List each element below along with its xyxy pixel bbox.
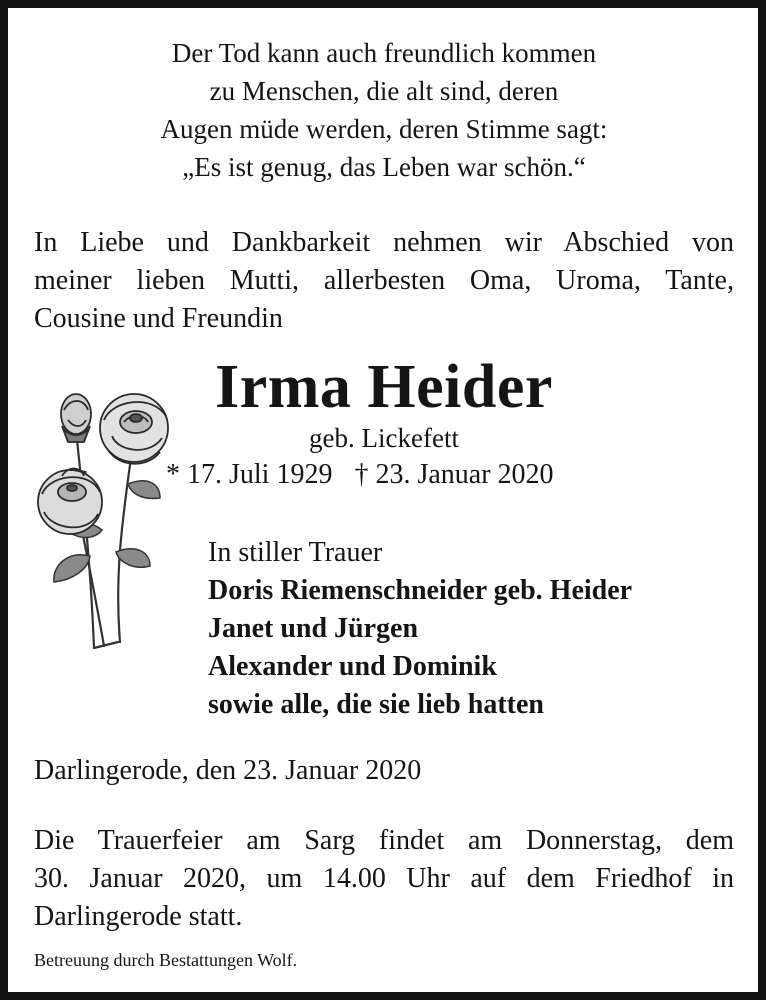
farewell-intro (34, 224, 734, 338)
funeral-line: 30. Januar 2020, um 14.00 Uhr auf dem Friedhof in (34, 863, 734, 894)
funeral-line: Die Trauerfeier am Sarg findet am Donnerstag, dem (34, 825, 734, 856)
poem-line: Augen müde werden, deren Stimme sagt: (160, 114, 608, 144)
intro-line: meiner lieben Mutti, allerbesten Oma, Uroma, Tante, (34, 265, 734, 296)
poem-line: Der Tod kann auch freundlich kommen (171, 38, 597, 68)
place-and-date: Darlingerode, den 23. Januar 2020 (34, 755, 422, 786)
poem-line: zu Menschen, die alt sind, deren (209, 76, 559, 106)
mourning-heading: In stiller Trauer (208, 537, 383, 568)
death-date: † 23. Januar 2020 (354, 459, 554, 490)
mourner-name: Doris Riemenschneider geb. Heider (208, 575, 633, 606)
poem (34, 34, 734, 186)
intro-line: Cousine und Freundin (34, 303, 283, 334)
mourner-name: sowie alle, die sie lieb hatten (208, 689, 544, 720)
funeral-service-note: Betreuung durch Bestattungen Wolf. (34, 950, 298, 970)
mourners-block (208, 534, 632, 724)
funeral-details (34, 822, 734, 936)
poem-line: „Es ist genug, das Leben war schön.“ (182, 152, 586, 182)
birth-name: geb. Lickefett (309, 423, 459, 453)
roses-icon (32, 380, 182, 652)
intro-line: In Liebe und Dankbarkeit nehmen wir Abschied von (34, 227, 734, 258)
life-dates (166, 456, 554, 494)
deceased-name: Irma Heider (215, 353, 553, 421)
birth-date: * 17. Juli 1929 (166, 459, 333, 490)
mourner-name: Janet und Jürgen (208, 613, 419, 644)
mourner-name: Alexander und Dominik (208, 651, 497, 682)
funeral-line: Darlingerode statt. (34, 901, 243, 932)
